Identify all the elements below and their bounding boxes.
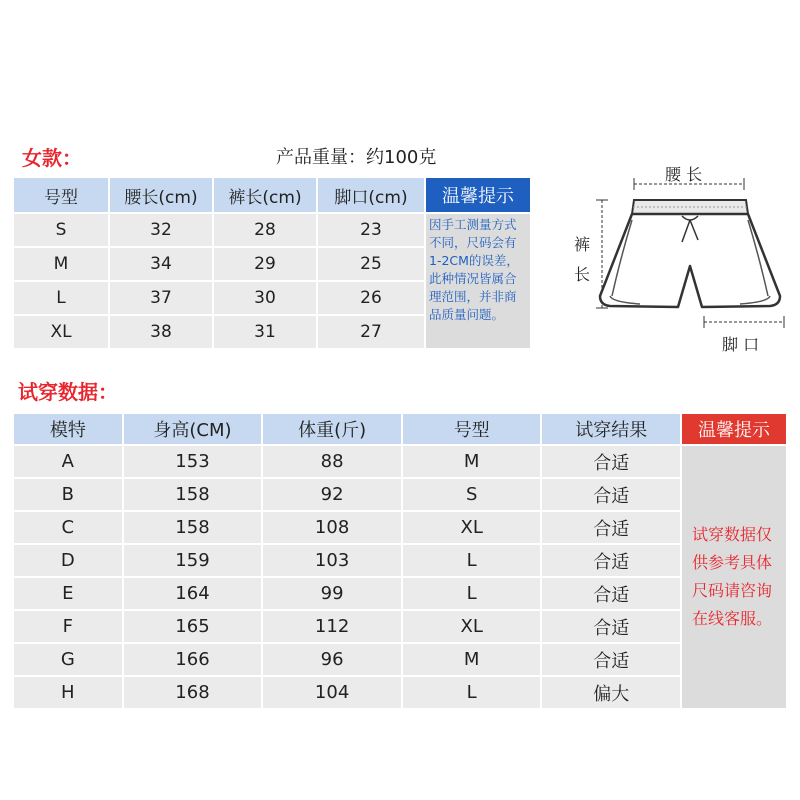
table-cell: 38	[110, 316, 212, 348]
table-cell: 29	[214, 248, 316, 280]
product-weight-note: 产品重量：约100克	[276, 147, 437, 168]
tip-text	[682, 446, 786, 708]
table-cell: B	[14, 479, 122, 510]
table-cell: 27	[318, 316, 424, 348]
table-cell: 合适	[542, 512, 680, 543]
shorts-diagram	[590, 170, 800, 340]
hem-label: 脚 口	[722, 335, 760, 354]
table-cell: L	[403, 578, 541, 609]
table-cell: 112	[263, 611, 401, 642]
table-cell: 165	[124, 611, 262, 642]
waist-label: 腰 长	[665, 165, 703, 184]
table-cell: XL	[14, 316, 108, 348]
table-cell: A	[14, 446, 122, 477]
table-cell: 153	[124, 446, 262, 477]
table-cell: M	[403, 644, 541, 675]
table-cell: L	[14, 282, 108, 314]
women-size-heading: 女款：	[22, 146, 82, 170]
size-table	[12, 176, 532, 350]
column-header: 体重(斤)	[263, 414, 401, 444]
try-on-table	[12, 412, 788, 710]
table-cell: F	[14, 611, 122, 642]
length-label-bottom: 长	[574, 265, 591, 284]
column-header: 号型	[403, 414, 541, 444]
table-cell: E	[14, 578, 122, 609]
tip-text: 因手工测量方式不同，尺码会有1-2CM的误差，此种情况皆属合理范围，并非商品质量问题。	[426, 214, 530, 348]
column-header: 腰长(cm)	[110, 178, 212, 212]
table-cell: 166	[124, 644, 262, 675]
table-cell: 159	[124, 545, 262, 576]
table-cell: 合适	[542, 446, 680, 477]
table-cell: 合适	[542, 611, 680, 642]
table-cell: 合适	[542, 545, 680, 576]
table-cell: L	[403, 677, 541, 708]
table-cell: H	[14, 677, 122, 708]
table-cell: L	[403, 545, 541, 576]
table-cell: M	[403, 446, 541, 477]
table-cell: 32	[110, 214, 212, 246]
table-row	[14, 479, 786, 510]
tip-text-content: 试穿数据仅供参考具体尺码请咨询在线客服。	[692, 525, 773, 628]
table-cell: 28	[214, 214, 316, 246]
table-cell: 158	[124, 512, 262, 543]
table-row	[14, 644, 786, 675]
column-header: 裤长(cm)	[214, 178, 316, 212]
table-cell: S	[14, 214, 108, 246]
table-cell: 25	[318, 248, 424, 280]
column-header: 试穿结果	[542, 414, 680, 444]
table-cell: 26	[318, 282, 424, 314]
table-cell: 104	[263, 677, 401, 708]
table-cell: 合适	[542, 578, 680, 609]
table-cell: G	[14, 644, 122, 675]
table-cell: M	[14, 248, 108, 280]
table-cell: C	[14, 512, 122, 543]
table-cell: 103	[263, 545, 401, 576]
size-table-header	[14, 178, 530, 212]
column-header: 模特	[14, 414, 122, 444]
try-on-heading: 试穿数据：	[18, 380, 118, 404]
table-cell: 30	[214, 282, 316, 314]
table-cell: 108	[263, 512, 401, 543]
column-header: 脚口(cm)	[318, 178, 424, 212]
table-row	[14, 214, 530, 246]
table-cell: 96	[263, 644, 401, 675]
table-cell: 158	[124, 479, 262, 510]
table-cell: 31	[214, 316, 316, 348]
table-cell: S	[403, 479, 541, 510]
column-header: 号型	[14, 178, 108, 212]
table-cell: 92	[263, 479, 401, 510]
length-label-top: 裤	[574, 235, 591, 254]
tip-header: 温馨提示	[682, 414, 786, 444]
table-cell: D	[14, 545, 122, 576]
table-row	[14, 545, 786, 576]
table-row	[14, 512, 786, 543]
try-on-table-header	[14, 414, 786, 444]
column-header: 身高(CM)	[124, 414, 262, 444]
table-row	[14, 578, 786, 609]
table-cell: 23	[318, 214, 424, 246]
table-cell: 37	[110, 282, 212, 314]
table-cell: 99	[263, 578, 401, 609]
table-row	[14, 446, 786, 477]
table-cell: 34	[110, 248, 212, 280]
table-cell: 合适	[542, 479, 680, 510]
table-cell: 偏大	[542, 677, 680, 708]
table-cell: 164	[124, 578, 262, 609]
table-cell: XL	[403, 611, 541, 642]
table-cell: 合适	[542, 644, 680, 675]
table-row	[14, 611, 786, 642]
tip-header: 温馨提示	[426, 178, 530, 212]
table-cell: 88	[263, 446, 401, 477]
table-cell: XL	[403, 512, 541, 543]
table-row	[14, 677, 786, 708]
table-cell: 168	[124, 677, 262, 708]
